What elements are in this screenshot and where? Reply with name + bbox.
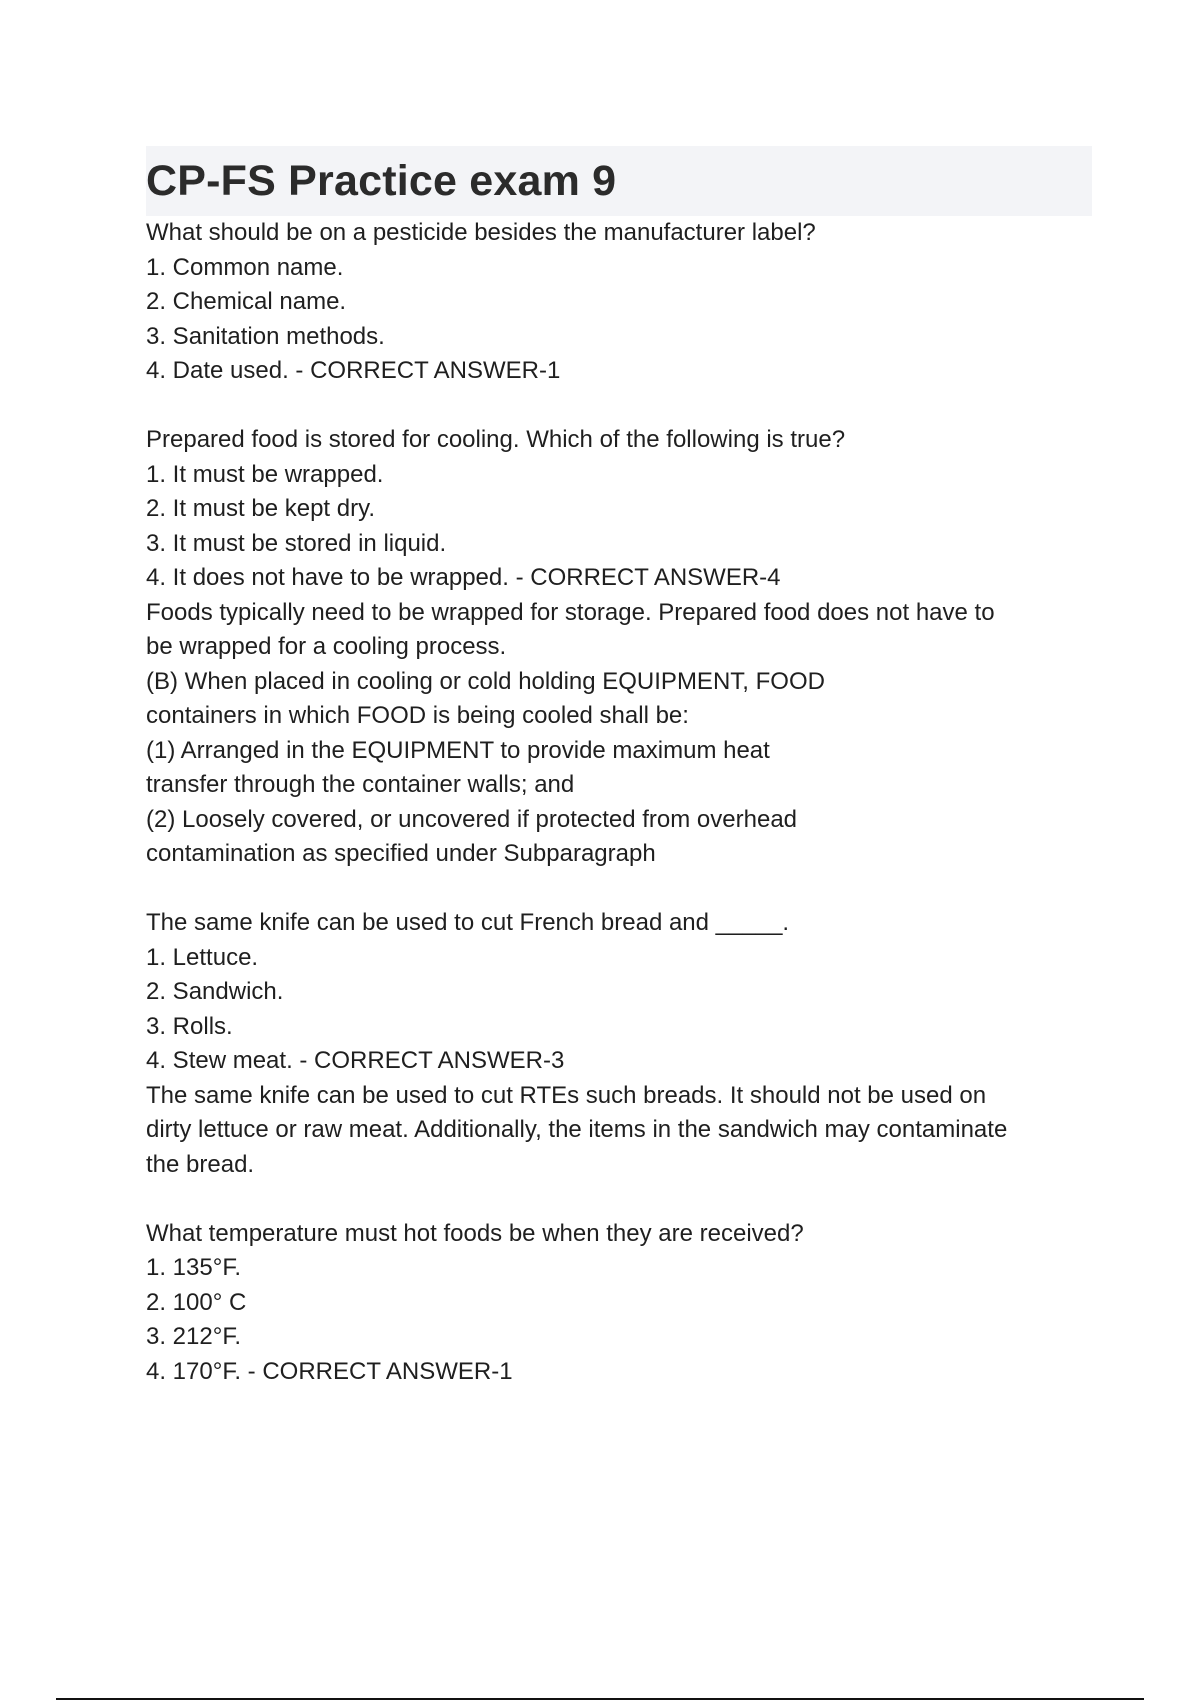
option-item: 2. Chemical name. [146, 288, 347, 315]
option-item-answer: 4. Date used. - CORRECT ANSWER-1 [146, 357, 561, 384]
question-prompt: What temperature must hot foods be when they are received? [146, 1219, 804, 1247]
page-title: CP-FS Practice exam 9 [146, 156, 617, 205]
option-item: 1. Common name. [146, 253, 344, 281]
question-prompt: Prepared food is stored for cooling. Which of the following is true? [146, 426, 846, 453]
questions-list [146, 216, 1092, 1389]
title-band [146, 146, 1092, 216]
explanation-line: dirty lettuce or raw meat. Additionally, the items in the sandwich may contaminate [146, 1116, 1008, 1143]
option-item: 2. Sandwich. [146, 978, 284, 1005]
option-item-answer: 4. Stew meat. - CORRECT ANSWER-3 [146, 1047, 565, 1074]
option-item: 2. It must be kept dry. [146, 495, 375, 522]
explanation-line: (B) When placed in cooling or cold holding EQUIPMENT, FOOD [146, 667, 825, 695]
option-item: 1. Lettuce. [146, 943, 259, 971]
option-item: 3. It must be stored in liquid. [146, 529, 447, 557]
explanation-line: containers in which FOOD is being cooled shall be: [146, 702, 689, 729]
option-item: 3. Sanitation methods. [146, 322, 385, 350]
explanation-line: Foods typically need to be wrapped for storage. Prepared food does not have to [146, 598, 995, 626]
explanation-line: contamination as specified under Subparagraph [146, 840, 656, 867]
question-prompt: The same knife can be used to cut French bread and _____. [146, 909, 790, 936]
explanation-line: transfer through the container walls; and [146, 771, 575, 798]
option-item: 3. Rolls. [146, 1012, 233, 1040]
question-block-2 [146, 423, 1092, 872]
option-item: 1. 135°F. [146, 1254, 241, 1281]
option-item: 1. It must be wrapped. [146, 460, 384, 488]
option-item-answer: 4. 170°F. - CORRECT ANSWER-1 [146, 1357, 513, 1385]
question-block-1 [146, 216, 1092, 389]
option-item: 2. 100° C [146, 1288, 247, 1316]
explanation-line: (1) Arranged in the EQUIPMENT to provide maximum heat [146, 736, 770, 764]
explanation-line: (2) Loosely covered, or uncovered if protected from overhead [146, 805, 798, 833]
explanation-line: be wrapped for a cooling process. [146, 633, 507, 660]
option-item: 3. 212°F. [146, 1323, 241, 1350]
option-item-answer: 4. It does not have to be wrapped. - CORRECT ANSWER-4 [146, 564, 781, 591]
explanation-line: The same knife can be used to cut RTEs such breads. It should not be used on [146, 1081, 987, 1109]
document-page [146, 146, 1092, 1424]
explanation-line: the bread. [146, 1150, 255, 1178]
question-block-4 [146, 1217, 1092, 1390]
question-block-3 [146, 906, 1092, 1182]
question-prompt: What should be on a pesticide besides the manufacturer label? [146, 219, 816, 246]
